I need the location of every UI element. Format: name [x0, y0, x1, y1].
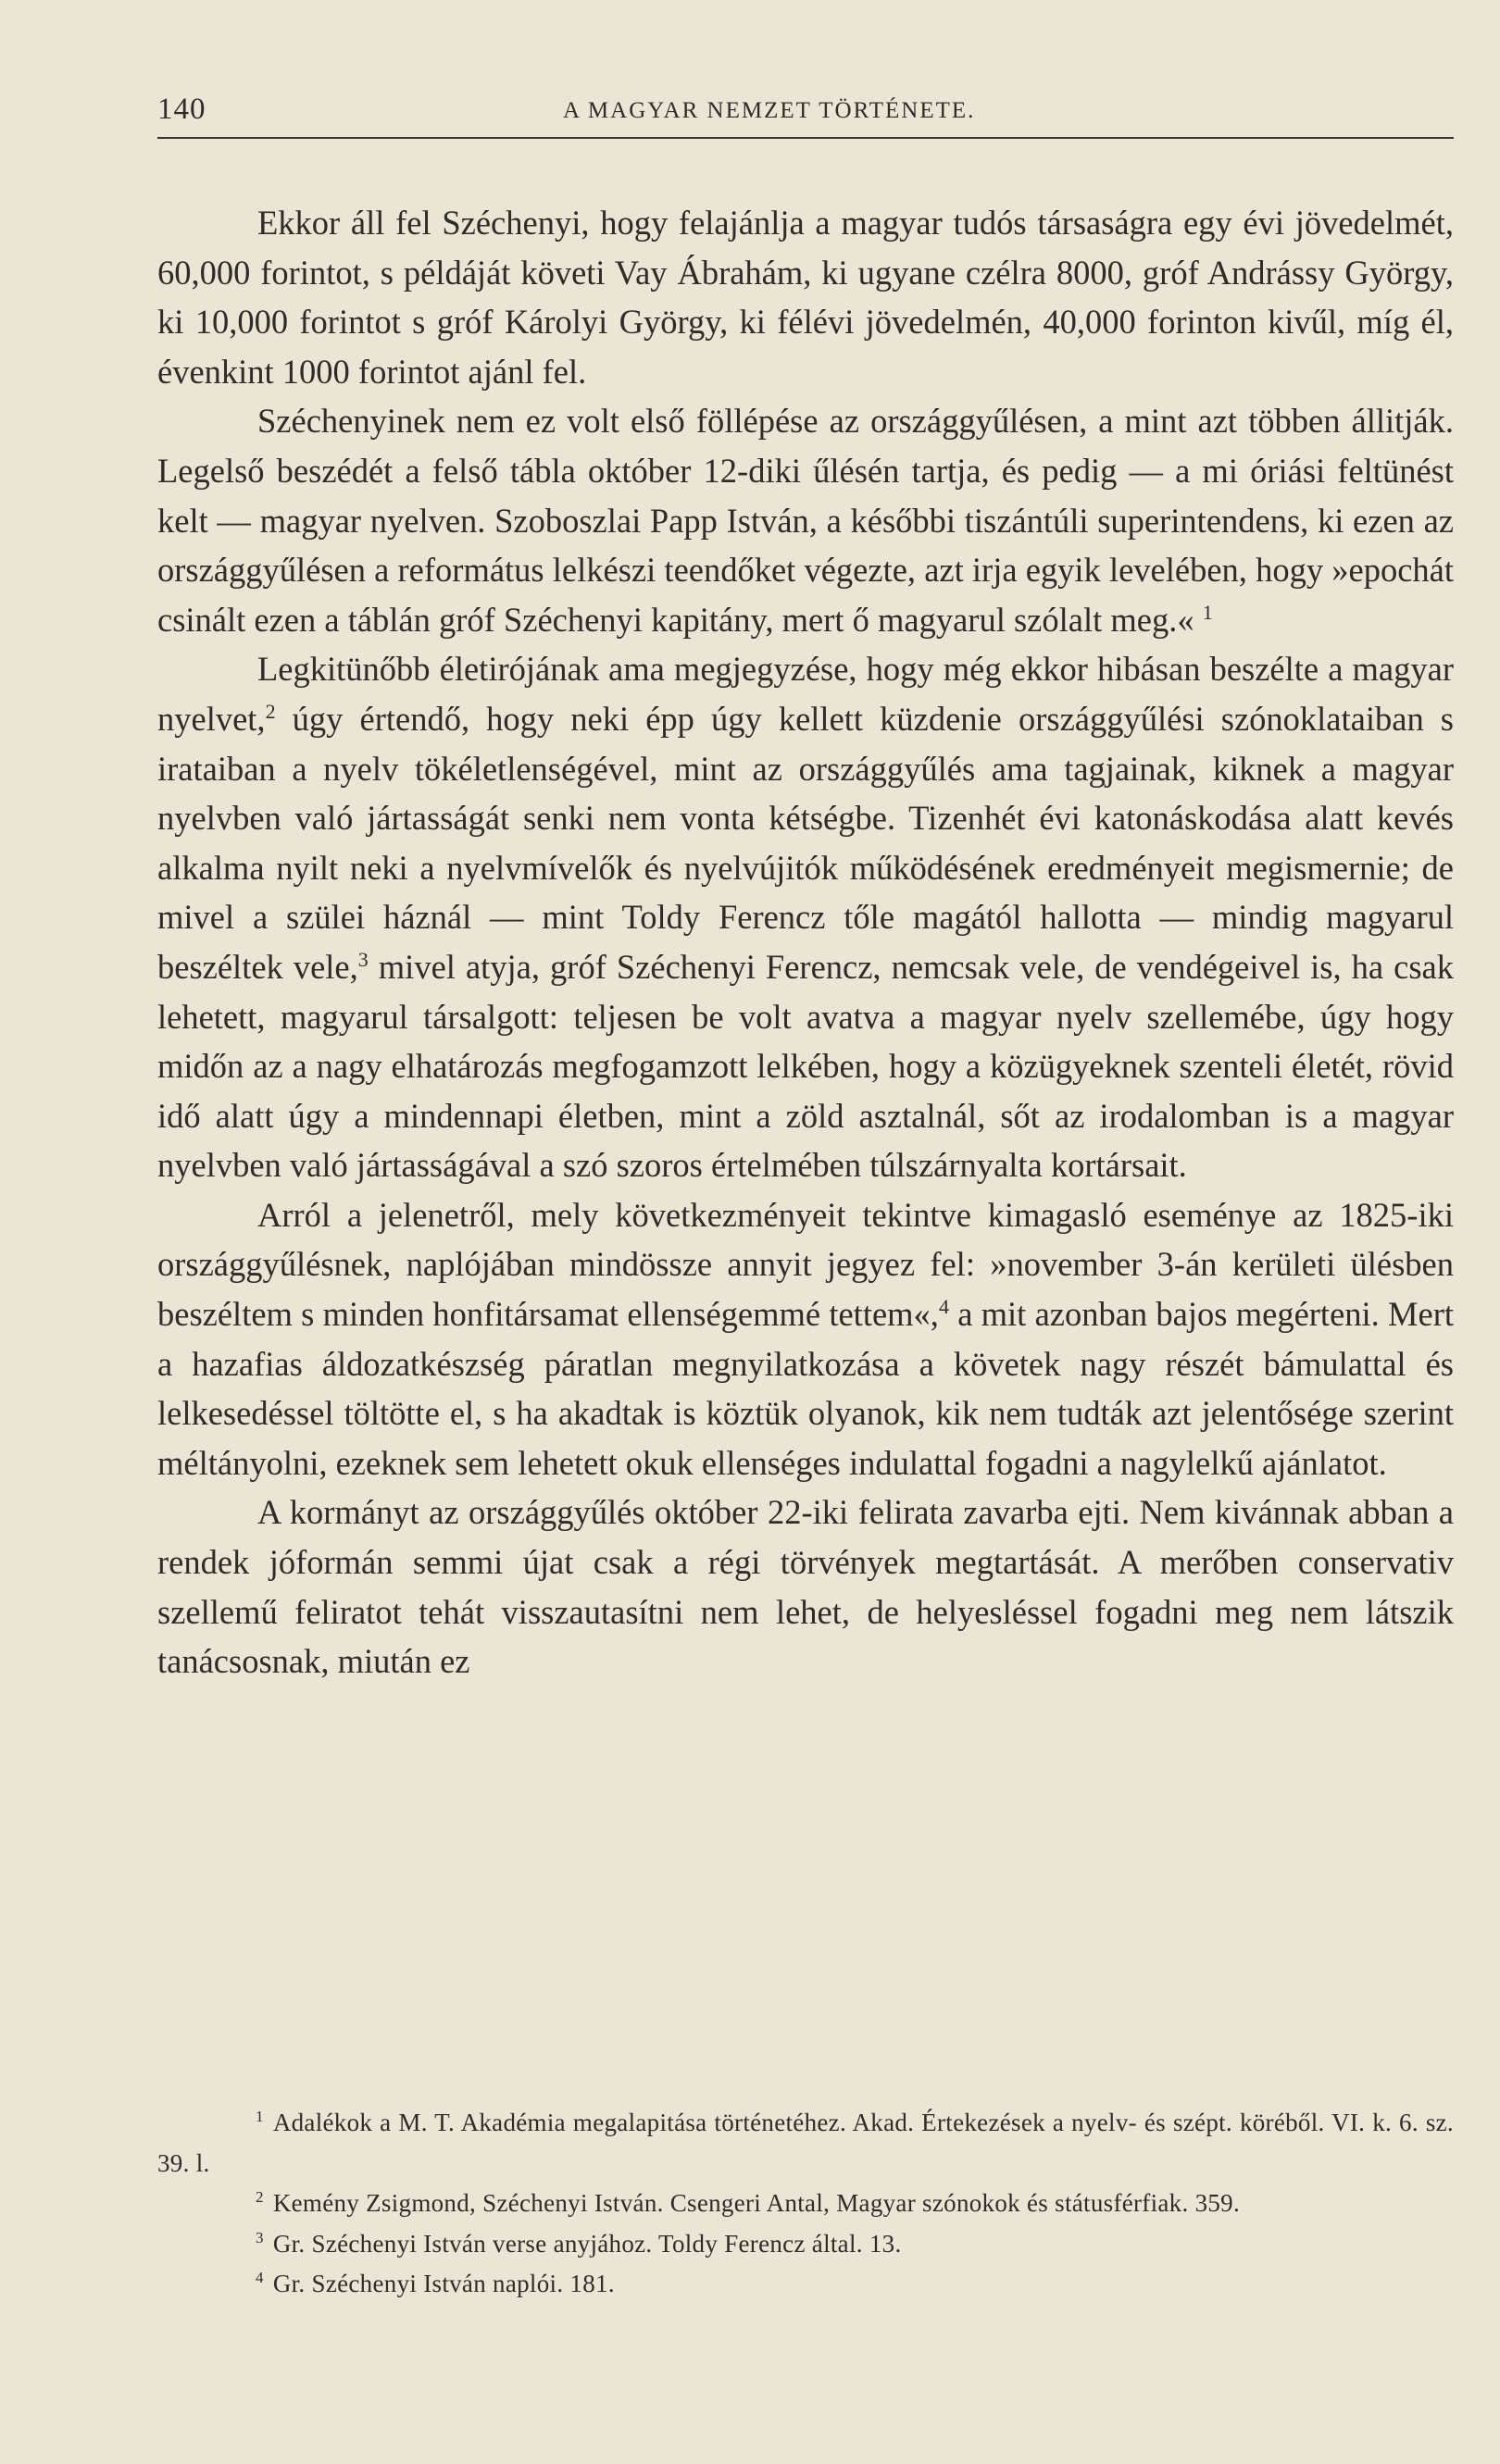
footnote-reference: 2 [265, 699, 276, 723]
paragraph [157, 644, 1454, 1190]
footnote-reference: 4 [938, 1294, 949, 1318]
footnote [157, 2184, 1454, 2224]
paragraph-text: úgy értendő, hogy neki épp úgy kellett küzdenie országgyűlési szónoklataiban s irataiban a nyelv tökéletlenségével, mint az országgyűlés ama tagjainak, kiknek a magyar nyelvben való jártasságát senki nem vonta kétségbe. Tizenhét évi katonáskodása alatt kevés alkalma nyilt neki a nyelvmívelők és nyelvújitók működésének eredményeit megismernie; de mivel a szülei háznál — mint Toldy Ferencz tőle magától hallotta — mindig magyarul beszéltek vele, [157, 699, 1454, 986]
paragraph-text: Széchenyinek nem ez volt első föllépése az országgyűlésen, a mint azt többen állitják. Legelső beszédét a felső tábla október 12-diki űlésén tartja, és pedig — a mi óriási feltünést kelt — magyar nyelven. Szoboszlai Papp István, a későbbi tiszántúli superintendens, ki ezen az országgyűlésen a református lelkészi teendőket végezte, azt irja egyik levelében, hogy »epochát csinált ezen a táblán gróf Széchenyi kapitány, mert ő magyarul szólalt meg.« [157, 402, 1454, 639]
paragraph [157, 1190, 1454, 1488]
footnote-mark: 3 [256, 2228, 264, 2246]
footnotes [157, 2103, 1454, 2305]
paragraph [157, 396, 1454, 644]
footnote-text: Gr. Széchenyi István verse anyjához. Toldy Ferencz által. 13. [272, 2229, 902, 2258]
footnote-text: Gr. Széchenyi István naplói. 181. [272, 2270, 615, 2297]
paragraph-text: Arról a jelenetről, mely következményeit tekintve kimagasló eseménye az 1825-iki országgyűlésnek, naplójában mindössze annyit jegyez fel: »november 3-án kerületi ülésben beszéltem s minden honfitársamat ellenségemmé tettem«, [157, 1195, 1454, 1334]
footnote-text: Adalékok a M. T. Akadémia megalapitása történetéhez. Akad. Értekezések a nyelv- és szépt. köréből. VI. k. 6. sz. 39. l. [157, 2109, 1454, 2177]
running-title: A MAGYAR NEMZET TÖRTÉNETE. [563, 98, 976, 123]
main-text [157, 198, 1454, 1686]
footnote [157, 2264, 1454, 2305]
running-head [157, 93, 1454, 139]
footnote [157, 2224, 1454, 2265]
footnote-text: Kemény Zsigmond, Széchenyi István. Csengeri Antal, Magyar szónokok és státusférfiak. 359. [272, 2189, 1241, 2217]
footnote-reference: 1 [1202, 600, 1213, 624]
paragraph [157, 198, 1454, 396]
footnote-mark: 1 [256, 2108, 264, 2125]
paragraph-text: a mit azonban bajos megérteni. Mert a hazafias áldozatkészség páratlan megnyilatkozása a követek nagy részét bámulattal és lelkesedéssel töltötte el, s ha akadtak is köztük olyanok, kik nem tudták azt jelentősége szerint méltányolni, ezeknek sem lehetett okuk ellenséges indulattal fogadni a nagylelkű ajánlatot. [157, 1295, 1454, 1482]
paragraph [157, 1487, 1454, 1686]
paragraph-text: A kormányt az országgyűlés október 22-iki felirata zavarba ejti. Nem kivánnak abban a rendek jóformán semmi újat csak a régi törvények megtartását. A merőben conservativ szellemű feliratot tehát visszautasítni nem lehet, de helyesléssel fogadni meg nem látszik tanácsosnak, miután ez [157, 1493, 1454, 1681]
footnote [157, 2103, 1454, 2184]
paragraph-text: mivel atyja, gróf Széchenyi Ferencz, nemcsak vele, de vendégeivel is, ha csak lehetett, magyarul társalgott: teljesen be volt avatva a magyar nyelv szellemébe, úgy hogy midőn az a nagy elhatározás megfogamzott lelkében, hogy a közügyeknek szenteli életét, rövid idő alatt úgy a mindennapi életben, mint a zöld asztalnál, sőt az irodalomban is a magyar nyelvben való jártasságával a szó szoros értelmében túlszárnyalta kortársait. [157, 947, 1454, 1185]
footnote-reference: 3 [357, 947, 369, 971]
footnote-mark: 2 [256, 2188, 264, 2206]
paragraph-text: Legkitünőbb életirójának ama megjegyzése, hogy még ekkor hibásan beszélte a magyar nyelvet, [157, 650, 1454, 738]
page-number: 140 [157, 93, 206, 126]
paragraph-text: Ekkor áll fel Széchenyi, hogy felajánlja a magyar tudós társaságra egy évi jövedelmét, 60,000 forintot, s példáját követi Vay Ábrahám, ki ugyane czélra 8000, gróf Andrássy György, ki 10,000 forintot s gróf Károlyi György, ki félévi jövedelmén, 40,000 forinton kivűl, míg él, évenkint 1000 forintot ajánl fel. [157, 204, 1454, 391]
footnote-mark: 4 [256, 2269, 264, 2286]
